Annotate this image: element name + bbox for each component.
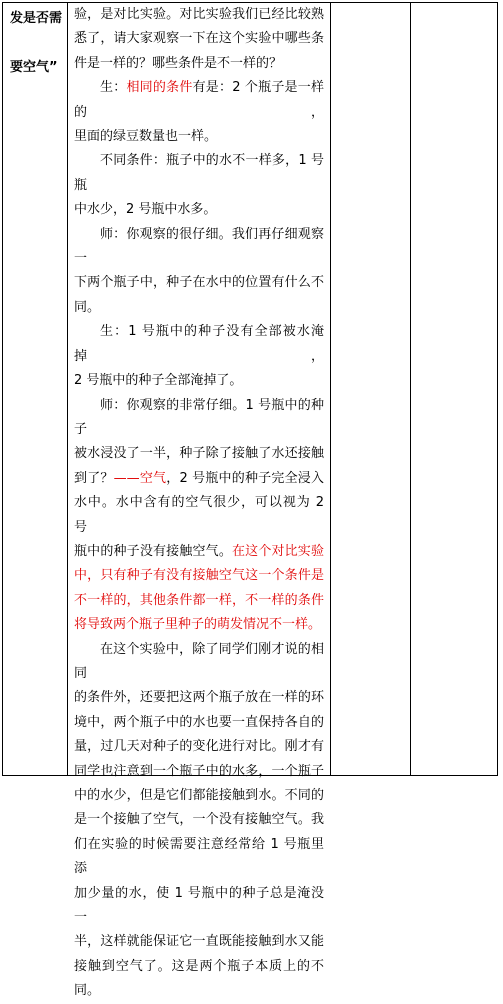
text-segment: 水中。水中含有的空气很少，可以视为 2 号 [74, 495, 324, 535]
text-segment: 同学也注意到一个瓶子中的水多，一个瓶子 [74, 763, 324, 779]
text-segment: 2 号瓶中的种子全部淹掉了。 [74, 373, 243, 389]
text-segment: 境中，两个瓶子中的水也要一直保持各自的 [74, 714, 324, 730]
text-line [68, 784, 330, 808]
text-line [68, 369, 330, 393]
text-segment: 在这个实验中，除了同学们刚才说的相同 [74, 641, 324, 681]
text-line [68, 198, 330, 222]
text-line [68, 930, 330, 954]
text-segment: 生：1 号瓶中的种子没有全部被水淹掉， [74, 324, 324, 364]
text-line [68, 686, 330, 710]
highlighted-text: 中，只有种子有没有接触空气这一个条件是 [74, 568, 324, 584]
teaching-process-cell [68, 3, 330, 1004]
text-segment: 有是：2 个瓶子是一样的， [74, 80, 324, 120]
text-segment: 瓶中的种子没有接触空气。 [74, 543, 232, 559]
text-line [68, 442, 330, 466]
highlighted-text: ——空气 [113, 470, 167, 486]
column-divider [410, 3, 411, 775]
text-segment: 的条件外，还要把这两个瓶子放在一样的环 [74, 690, 324, 706]
text-line [68, 223, 330, 272]
text-line [68, 394, 330, 443]
text-line [68, 638, 330, 687]
text-line [68, 613, 330, 637]
text-segment: 悉了，请大家观察一下在这个实验中哪些条 [74, 31, 324, 47]
lesson-table [2, 2, 498, 999]
text-line [68, 833, 330, 882]
text-line [68, 149, 330, 198]
text-line [68, 320, 330, 369]
text-line [68, 271, 330, 295]
text-line [68, 3, 330, 27]
text-line [68, 760, 330, 784]
text-segment: 被水浸没了一半，种子除了接触了水还接触 [74, 446, 324, 462]
text-line [68, 296, 330, 320]
text-segment: ，2 号瓶中的种子完全浸入 [166, 470, 324, 486]
text-segment: 同。 [74, 299, 101, 315]
text-line [68, 467, 330, 491]
text-line [68, 735, 330, 759]
text-line [68, 540, 330, 564]
text-segment: 师：你观察的很仔细。我们再仔细观察一 [74, 226, 324, 267]
text-segment: 们在实验的时候需要注意经常给 1 号瓶里添 [74, 836, 324, 877]
text-segment: 验，是对比实验。对比实验我们已经比较熟 [74, 7, 324, 22]
text-line [68, 955, 330, 1004]
text-line [68, 589, 330, 613]
highlighted-text: 不一样的，其他条件都一样，不一样的条件 [74, 592, 324, 608]
text-segment: 中水少，2 号瓶中水多。 [74, 202, 217, 218]
text-segment: 生： [100, 80, 127, 96]
text-segment: 到了？ [74, 470, 114, 486]
topic-line-2: 要空气” [10, 60, 58, 75]
text-segment: 半，这样就能保证它一直既能接触到水又能 [74, 934, 324, 950]
text-segment: 接触到空气了。这是两个瓶子本质上的不同。 [74, 958, 324, 999]
text-segment: 师：你观察的非常仔细。1 号瓶中的种子 [74, 397, 324, 437]
highlighted-text: 在这个对比实验 [231, 543, 324, 559]
column-divider [330, 3, 331, 775]
text-segment: 件是一样的？哪些条件是不一样的？ [74, 55, 283, 71]
text-line [68, 27, 330, 51]
text-line [68, 564, 330, 588]
text-segment: 是一个接触了空气，一个没有接触空气。我 [74, 812, 324, 828]
text-segment: 不同条件：瓶子中的水不一样多，1 号瓶 [74, 153, 324, 193]
highlighted-text: 相同的条件 [126, 80, 193, 96]
text-line [68, 125, 330, 149]
text-line [68, 491, 330, 540]
text-line [68, 882, 330, 931]
text-segment: 中的水少，但是它们都能接触到水。不同的 [74, 788, 324, 803]
text-segment: 下两个瓶子中，种子在水中的位置有什么不 [74, 275, 324, 291]
topic-line-1: 发是否需 [10, 11, 63, 26]
text-line [68, 808, 330, 832]
text-segment: 加少量的水，使 1 号瓶中的种子总是淹没一 [74, 885, 324, 926]
text-line [68, 76, 330, 125]
text-line [68, 52, 330, 76]
text-line [68, 711, 330, 735]
highlighted-text: 将导致两个瓶子里种子的萌发情况不一样。 [74, 617, 322, 633]
text-segment: 量，过几天对种子的变化进行对比。刚才有 [74, 739, 324, 755]
text-segment: 里面的绿豆数量也一样。 [74, 129, 218, 145]
